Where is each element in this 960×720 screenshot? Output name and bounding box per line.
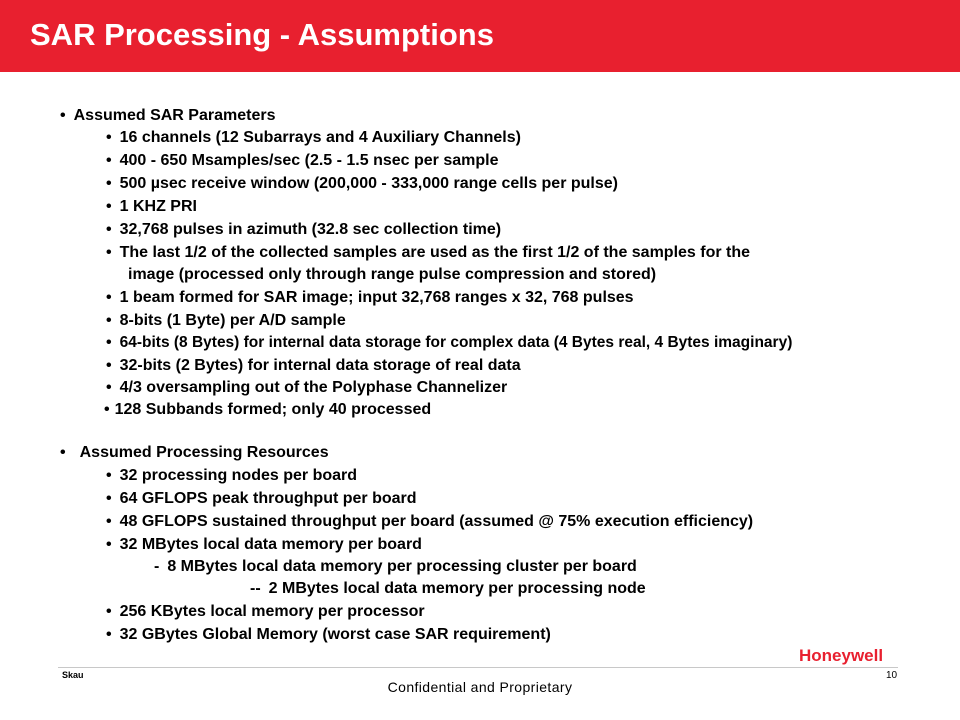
list-item-text: 32 GBytes Global Memory (worst case SAR requirement) xyxy=(119,626,551,643)
list-item xyxy=(106,128,521,148)
dash: - xyxy=(154,558,160,575)
list-item xyxy=(106,489,417,509)
bullet: • xyxy=(106,198,112,215)
bullet: • xyxy=(106,379,112,396)
list-item-text: 4/3 oversampling out of the Polyphase Channelizer xyxy=(119,379,508,396)
bullet: • xyxy=(106,152,112,169)
list-item xyxy=(106,356,521,376)
list-item xyxy=(106,378,507,398)
list-item-text: 16 channels (12 Subarrays and 4 Auxiliary Channels) xyxy=(119,129,521,146)
list-item-text: 8 MBytes local data memory per processing cluster per board xyxy=(167,558,637,575)
double-dash: -- xyxy=(250,580,261,597)
list-item-text: Assumed SAR Parameters xyxy=(73,107,276,124)
bullet: • xyxy=(106,536,112,553)
list-item-text: 64-bits (8 Bytes) for internal data storage for complex data (4 Bytes real, 4 Bytes imaginary) xyxy=(119,334,793,351)
list-item xyxy=(106,466,357,486)
footer-divider xyxy=(58,667,898,668)
bullet: • xyxy=(106,312,112,329)
list-item xyxy=(106,602,425,622)
bullet: • xyxy=(106,334,112,351)
bullet: • xyxy=(60,107,66,124)
list-item-text: 2 MBytes local data memory per processing node xyxy=(268,580,646,597)
list-item-text: 32 processing nodes per board xyxy=(119,467,358,484)
page-number: 10 xyxy=(886,670,898,681)
list-item xyxy=(104,400,431,420)
list-item-text: 1 beam formed for SAR image; input 32,768 ranges x 32, 768 pulses xyxy=(119,289,634,306)
list-item xyxy=(106,625,551,645)
list-item xyxy=(106,197,197,217)
list-item-text: 32 MBytes local data memory per board xyxy=(119,536,422,553)
bullet: • xyxy=(106,467,112,484)
slide-title: SAR Processing - Assumptions xyxy=(30,17,494,52)
list-item xyxy=(106,311,346,331)
list-item-sar-parameters-heading xyxy=(60,106,275,126)
bullet: • xyxy=(60,444,66,461)
list-item xyxy=(106,288,634,308)
list-item-text: image (processed only through range pulse compression and stored) xyxy=(128,266,657,283)
list-item-text: 32-bits (2 Bytes) for internal data storage of real data xyxy=(119,357,521,374)
bullet: • xyxy=(106,129,112,146)
bullet: • xyxy=(106,603,112,620)
list-item xyxy=(106,151,499,171)
footer-author: Skau xyxy=(62,670,84,680)
confidentiality-notice: Confidential and Proprietary xyxy=(387,679,573,695)
bullet: • xyxy=(106,357,112,374)
bullet: • xyxy=(106,289,112,306)
list-item xyxy=(106,243,750,263)
list-item-text: Assumed Processing Resources xyxy=(79,444,329,461)
list-item-text: 1 KHZ PRI xyxy=(119,198,197,215)
list-item-text: 500 µsec receive window (200,000 - 333,000 range cells per pulse) xyxy=(119,175,618,192)
bullet: • xyxy=(104,401,110,418)
list-item xyxy=(106,535,422,555)
list-item xyxy=(106,512,753,532)
list-item-text: The last 1/2 of the collected samples are used as the first 1/2 of the samples for the xyxy=(119,244,751,261)
list-item-text: 128 Subbands formed; only 40 processed xyxy=(114,401,432,418)
list-item-text: 400 - 650 Msamples/sec (2.5 - 1.5 nsec per sample xyxy=(119,152,499,169)
bullet: • xyxy=(106,490,112,507)
list-item-sub-sub xyxy=(250,579,646,599)
bullet: • xyxy=(106,626,112,643)
list-item-text: 48 GFLOPS sustained throughput per board (assumed @ 75% execution efficiency) xyxy=(119,513,754,530)
list-item-sub xyxy=(154,557,637,577)
bullet: • xyxy=(106,513,112,530)
list-item-text: 8-bits (1 Byte) per A/D sample xyxy=(119,312,346,329)
list-item-processing-resources-heading xyxy=(60,443,329,463)
list-item-text: 32,768 pulses in azimuth (32.8 sec collection time) xyxy=(119,221,502,238)
list-item xyxy=(106,333,792,353)
list-item-text: 64 GFLOPS peak throughput per board xyxy=(119,490,417,507)
bullet: • xyxy=(106,175,112,192)
title-bar xyxy=(0,0,960,72)
honeywell-logo: Honeywell xyxy=(799,646,884,665)
bullet: • xyxy=(106,221,112,238)
list-item-continuation xyxy=(128,265,656,285)
list-item xyxy=(106,174,618,194)
bullet: • xyxy=(106,244,112,261)
list-item xyxy=(106,220,501,240)
list-item-text: 256 KBytes local memory per processor xyxy=(119,603,425,620)
